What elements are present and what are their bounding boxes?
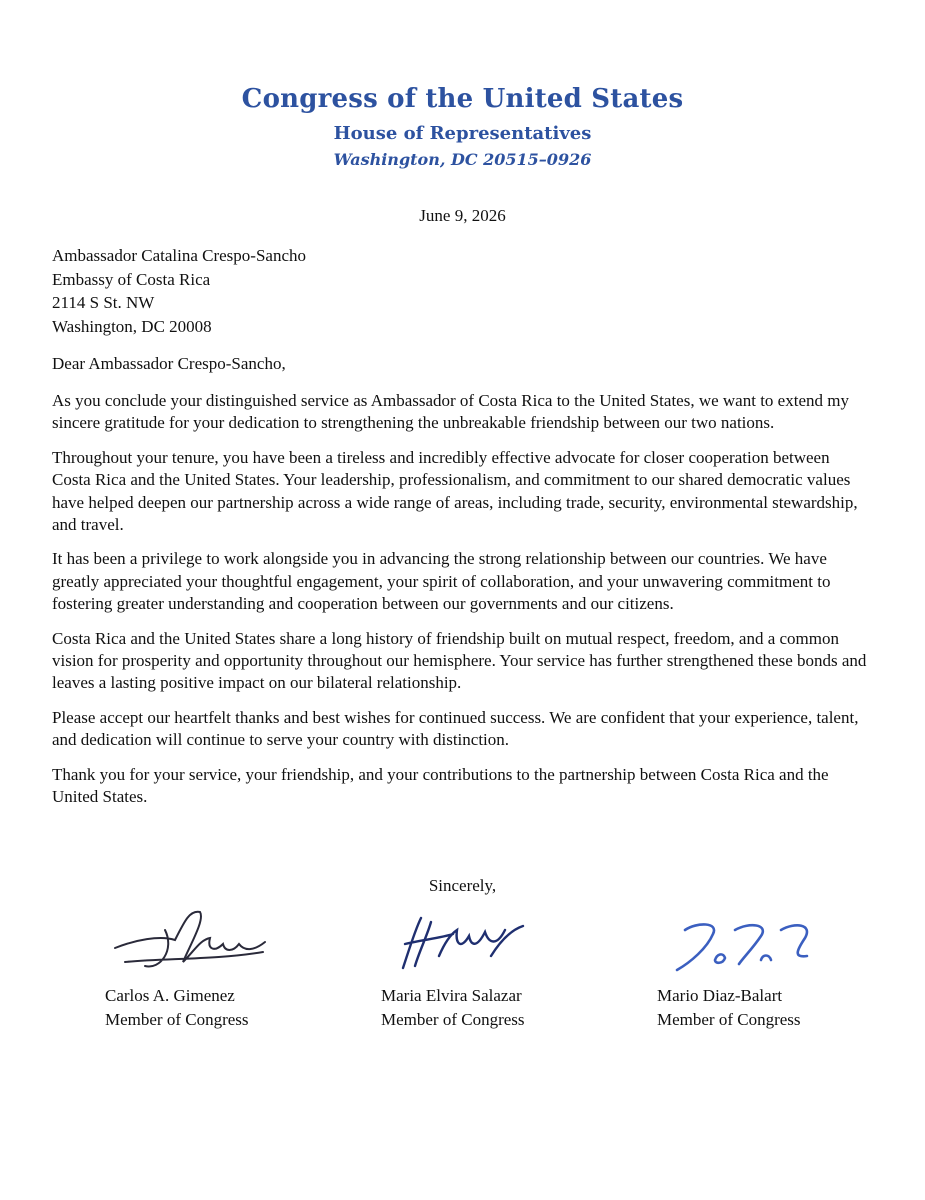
signatory-title: Member of Congress	[657, 1009, 801, 1029]
handwritten-signature-icon	[657, 900, 827, 980]
signatory-name: Mario Diaz-Balart	[657, 986, 783, 1005]
body-paragraph: Costa Rica and the United States share a long history of friendship built on mutual respect, freedom, and a common vision for prosperity and opportunity throughout our hemisphere. Your service has further strengthened these bonds and leaves a lasting positive impact on our bilateral relationship.	[52, 628, 867, 693]
recipient-city: Washington, DC 20008	[52, 316, 212, 336]
signatory-name: Carlos A. Gimenez	[105, 986, 235, 1005]
signature-block	[657, 900, 897, 1031]
letter-body	[52, 390, 867, 821]
letterhead-title: Congress of the United States	[241, 84, 684, 114]
salutation: Dear Ambassador Crespo-Sancho,	[52, 354, 286, 373]
body-paragraph: As you conclude your distinguished service as Ambassador of Costa Rica to the United States, we want to extend my sincere gratitude for your dedication to strengthening the unbreakable friendship between our two nations.	[52, 391, 849, 433]
recipient-name: Ambassador Catalina Crespo-Sancho	[52, 246, 306, 265]
closing: Sincerely,	[428, 876, 497, 895]
body-paragraph: It has been a privilege to work alongside you in advancing the strong relationship between our countries. We have greatly appreciated your thoughtful engagement, your spirit of collaboration, and your unwavering commitment to fostering greater understanding and cooperation between our governments and our citizens.	[52, 549, 831, 614]
signatory-title: Member of Congress	[381, 1009, 525, 1029]
signatory-title: Member of Congress	[105, 1009, 249, 1029]
body-paragraph: Please accept our heartfelt thanks and best wishes for continued success. We are confident that your experience, talent, and dedication will continue to serve your country with distinction.	[52, 707, 859, 750]
signature-block	[105, 900, 345, 1031]
letter-date: June 9, 2026	[419, 206, 506, 225]
recipient-street: 2114 S St. NW	[52, 293, 155, 312]
signatory-name: Maria Elvira Salazar	[381, 986, 522, 1005]
handwritten-signature-icon	[105, 900, 275, 980]
signature-block	[381, 900, 621, 1031]
recipient-address	[52, 244, 306, 338]
handwritten-signature-icon	[381, 900, 551, 980]
letterhead-chamber: House of Representatives	[333, 123, 592, 144]
letterhead-address: Washington, DC 20515–0926	[333, 150, 592, 169]
body-paragraph: Thank you for your service, your friendship, and your contributions to the partnership between Costa Rica and the United States.	[52, 764, 829, 807]
body-paragraph: Throughout your tenure, you have been a tireless and incredibly effective advocate for closer cooperation between Costa Rica and the United States. Your leadership, professionalism, and commitment to our shared democratic values have helped deepen our partnership across a wide range of areas, including trade, security, environmental stewardship, and travel.	[52, 447, 858, 535]
recipient-org: Embassy of Costa Rica	[52, 269, 211, 289]
